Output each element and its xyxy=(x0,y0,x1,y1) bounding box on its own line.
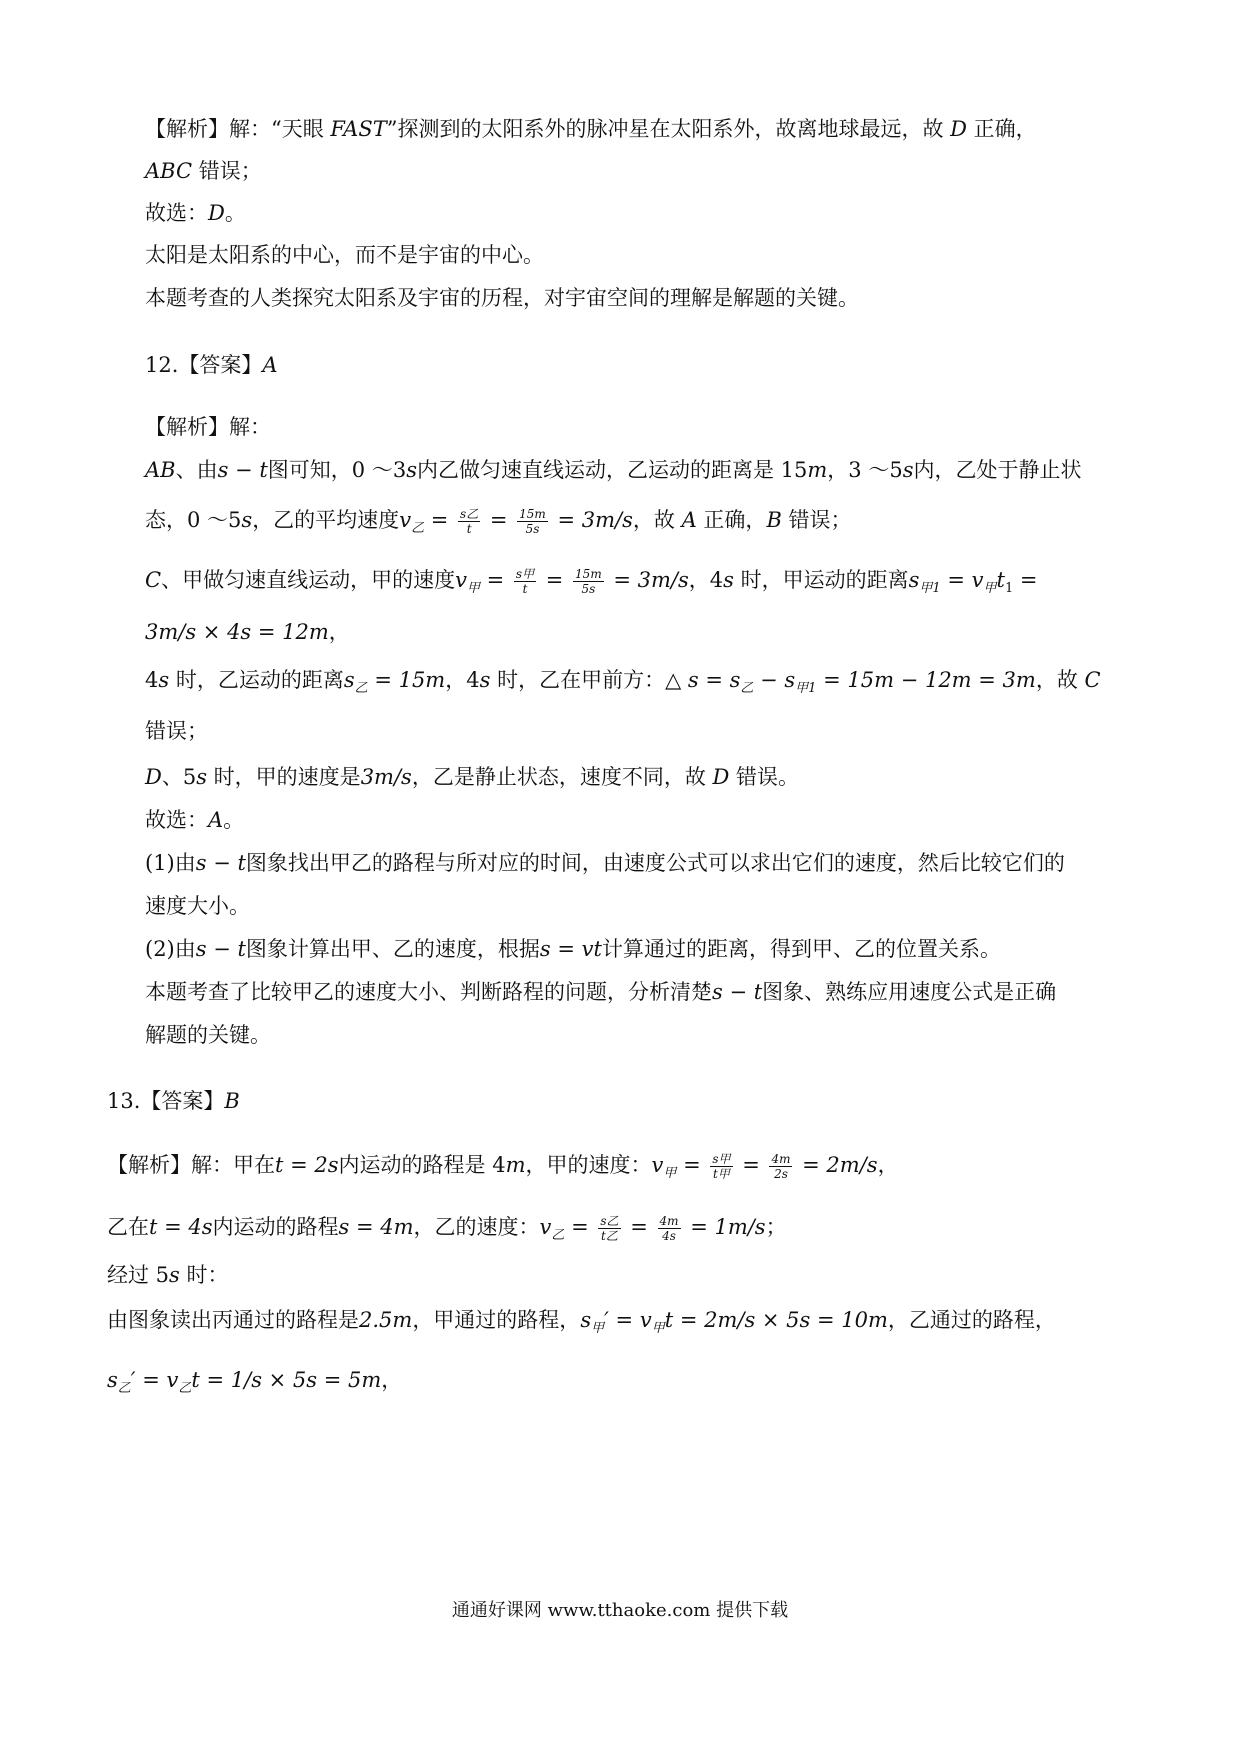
analysis-13-line-4: 由图象读出丙通过的路程是2.5m，甲通过的路程，$s_甲' = v_甲t = 2m/s \times 5s = 10m$，乙通过的路程， xyxy=(107,1308,1056,1337)
analysis-11-line-2: ABC 错误； xyxy=(145,159,262,183)
analysis-12-line-8: D、5s 时，甲的速度是3m/s，乙是静止状态，速度不同，故 D 错误。 xyxy=(145,765,800,789)
answer-13-heading: 13.【答案】B xyxy=(107,1089,240,1113)
analysis-12-line-5: 3m/s × 4s = 12m， xyxy=(145,620,350,644)
fraction: $\frac{4m}{2s}$ xyxy=(771,1152,791,1181)
analysis-13-line-3: 经过 5s 时： xyxy=(107,1263,229,1287)
analysis-12-line-1: 【解析】解： xyxy=(145,415,271,439)
analysis-11-line-5: 本题考查的人类探究太阳系及宇宙的历程，对宇宙空间的理解是解题的关键。 xyxy=(145,286,859,310)
analysis-12-line-10: (1)由s − t图象找出甲乙的路程与所对应的时间，由速度公式可以求出它们的速度，然后比较它们的 xyxy=(145,851,1065,875)
fraction: $\frac{\text{s甲}}{\text{t甲}}$ xyxy=(712,1152,731,1181)
analysis-13-line-1: 【解析】解：甲在t = 2s内运动的路程是 4m，甲的速度：$v_甲$ = $\frac{\text{s甲}}{\text{t甲}}$ = $\frac{4m}{2s}$ = 2m/s， xyxy=(107,1152,899,1182)
fraction: $\frac{15m}{5s}$ xyxy=(575,567,602,596)
analysis-12-line-14: 解题的关键。 xyxy=(145,1023,271,1047)
analysis-12-line-13: 本题考查了比较甲乙的速度大小、判断路程的问题，分析清楚s − t图象、熟练应用速度公式是正确 xyxy=(145,980,1057,1004)
analysis-13-line-5: $s_乙' = v_乙t = 1/s \times 5s = 5m$， xyxy=(107,1368,403,1397)
analysis-12-line-9: 故选：A。 xyxy=(145,808,245,832)
analysis-12-line-4: C、甲做匀速直线运动，甲的速度$v_甲$ = $\frac{\text{s甲}}{t}$ = $\frac{15m}{5s}$ = 3m/s，4s 时，甲运动的距离$s_{甲1} = v_甲t_1$ = xyxy=(145,567,1038,597)
analysis-11-line-4: 太阳是太阳系的中心，而不是宇宙的中心。 xyxy=(145,243,544,267)
analysis-12-line-7: 错误； xyxy=(145,719,208,743)
analysis-12-line-3: 态，0 ～5s，乙的平均速度$v_乙$ = $\frac{\text{s乙}}{t}$ = $\frac{15m}{5s}$ = 3m/s，故 A 正确，B 错误； xyxy=(145,507,852,537)
answer-12-heading: 12.【答案】A xyxy=(145,353,278,377)
analysis-11-line-1: 【解析】解：“天眼 FAST”探测到的太阳系外的脉冲星在太阳系外，故离地球最远，故 D 正确， xyxy=(145,117,1037,141)
analysis-13-line-2: 乙在t = 4s内运动的路程s = 4m，乙的速度：$v_乙$ = $\frac{\text{s乙}}{\text{t乙}}$ = $\frac{4m}{4s}$ = 1m/s； xyxy=(107,1214,787,1244)
fraction: $\frac{\text{s乙}}{\text{t乙}}$ xyxy=(600,1214,619,1243)
fraction: $\frac{15m}{5s}$ xyxy=(519,507,546,536)
fraction: $\frac{\text{s甲}}{t}$ xyxy=(515,567,535,596)
analysis-12-line-6: 4s 时，乙运动的距离$s_乙 = 15m$，4s 时，乙在甲前方：△ $s = s_乙 - s_{甲1} = 15m - 12m = 3m$，故 C xyxy=(145,668,1101,697)
analysis-12-line-12: (2)由s − t图象计算出甲、乙的速度，根据s = vt计算通过的距离，得到甲、乙的位置关系。 xyxy=(145,937,1001,961)
page-footer: 通通好课网 www.tthaoke.com 提供下载 xyxy=(451,1600,789,1621)
analysis-12-line-11: 速度大小。 xyxy=(145,894,250,918)
analysis-12-line-2: AB、由s − t图可知，0 ～3s内乙做匀速直线运动，乙运动的距离是 15m，3 ～5s内，乙处于静止状 xyxy=(145,458,1082,482)
fraction: $\frac{4m}{4s}$ xyxy=(659,1214,679,1243)
fraction: $\frac{\text{s乙}}{t}$ xyxy=(460,507,479,536)
analysis-11-line-3: 故选：D。 xyxy=(145,201,246,225)
